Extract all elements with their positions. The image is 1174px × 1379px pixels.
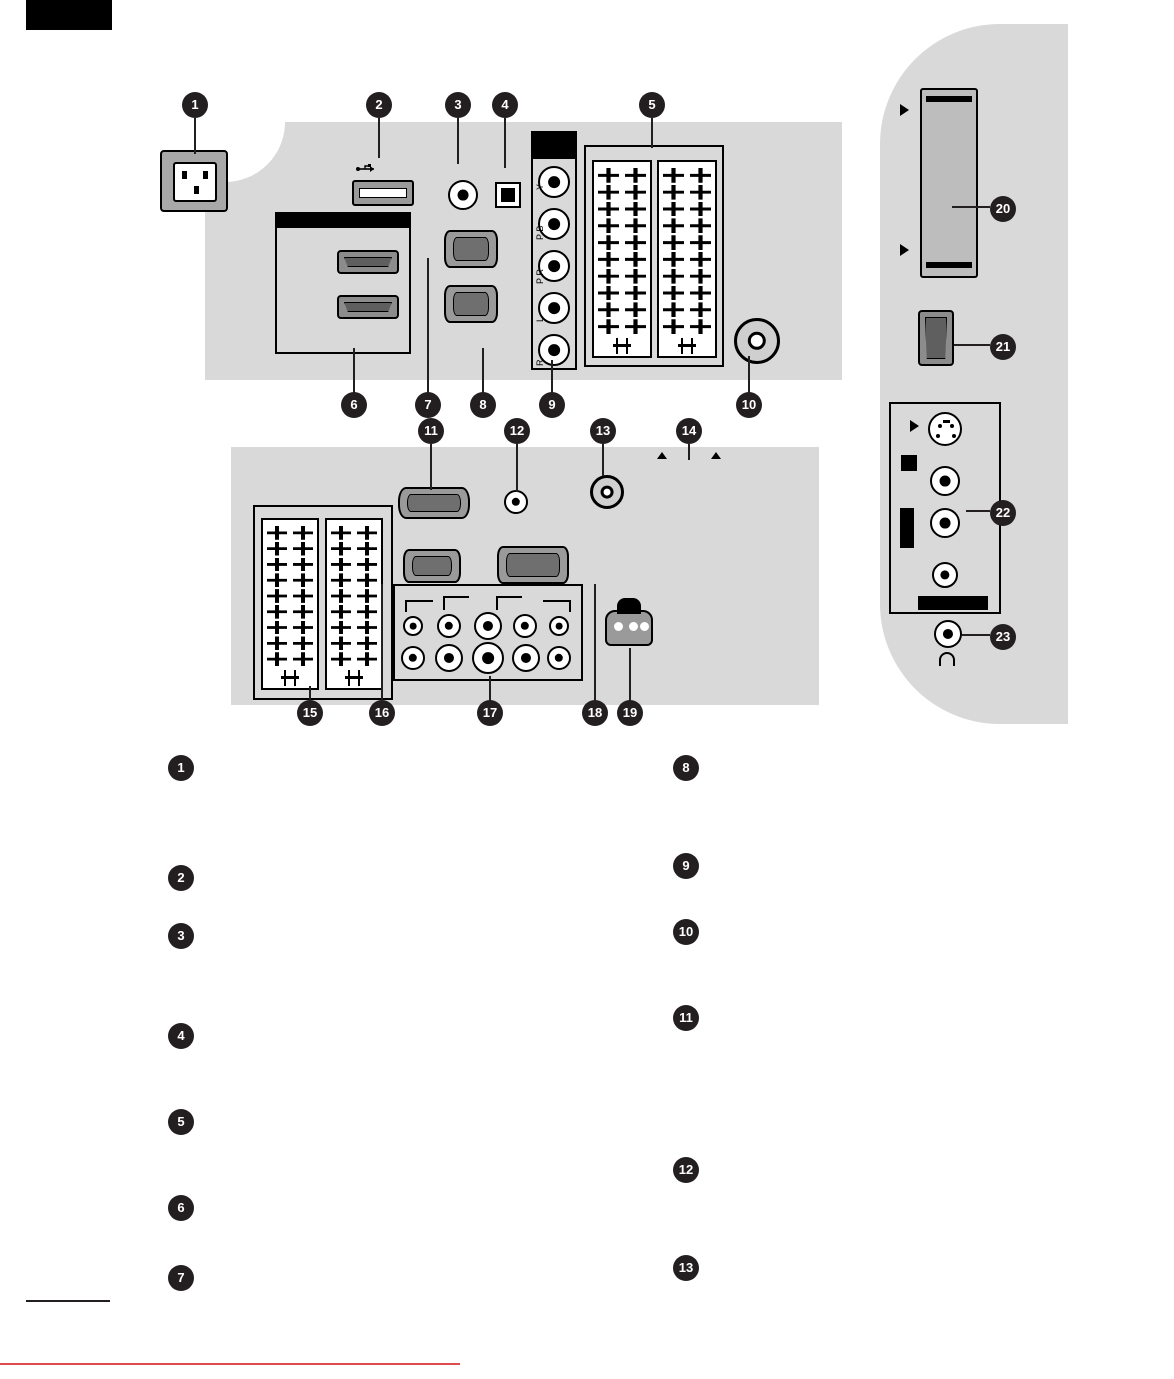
callout-19: 19 [617, 700, 643, 726]
callout-12: 12 [504, 418, 530, 444]
hdmi-port-2 [337, 295, 399, 319]
hdmi-group-outline [275, 212, 411, 354]
footer-accent-rule [0, 1363, 460, 1365]
callout-8: 8 [470, 392, 496, 418]
rgb-dsub-port-2 [444, 285, 498, 323]
callout-10: 10 [736, 392, 762, 418]
callout-23: 23 [990, 624, 1016, 650]
legend-left-item-3-bullet: 3 [168, 923, 194, 949]
pcmcia-card-slot [920, 88, 978, 278]
s-video-arrow-icon [910, 420, 919, 432]
scart-port-lower-2 [325, 518, 383, 690]
label-component-r: R [535, 359, 545, 366]
callout-15: 15 [297, 700, 323, 726]
av-in-jack-2b [435, 644, 463, 672]
av-in-jack-3a [474, 612, 502, 640]
av-side-tab [900, 508, 914, 548]
audio-in-rca [448, 180, 478, 210]
hdmi-group-header [275, 212, 411, 228]
callout-6: 6 [341, 392, 367, 418]
callout-5: 5 [639, 92, 665, 118]
callout-21: 21 [990, 334, 1016, 360]
callout-1: 1 [182, 92, 208, 118]
scart-port-upper-1 [592, 160, 652, 358]
usb-port [352, 180, 414, 206]
av-side-marker [901, 455, 917, 471]
rgb-dsub-lower-2 [497, 546, 569, 584]
callout-2: 2 [366, 92, 392, 118]
legend-left-item-2-bullet: 2 [168, 865, 194, 891]
callout-16: 16 [369, 700, 395, 726]
av-in-jack-1b [401, 646, 425, 670]
av-in-jack-4a [513, 614, 537, 638]
legend-left-item-4-bullet: 4 [168, 1023, 194, 1049]
av-in-jack-3b [472, 642, 504, 674]
scart-port-lower-1 [261, 518, 319, 690]
av-in-jack-1a [403, 616, 423, 636]
legend-left-item-7-bullet: 7 [168, 1265, 194, 1291]
label-component-l: L [535, 316, 545, 322]
av-side-audio-r-jack [932, 562, 958, 588]
antenna-coax-input [734, 318, 780, 364]
callout-3: 3 [445, 92, 471, 118]
hdmi-port-1 [337, 250, 399, 274]
callout-17: 17 [477, 700, 503, 726]
label-component-y: Y [535, 183, 545, 190]
scart-port-upper-2 [657, 160, 717, 358]
marker-triangle-left [657, 452, 667, 459]
legend-right-item-1-bullet: 8 [673, 755, 699, 781]
callout-18: 18 [582, 700, 608, 726]
power-socket [160, 150, 228, 212]
s-video-port-side [928, 412, 962, 446]
av-side-video-jack [930, 466, 960, 496]
headphone-jack [934, 620, 962, 648]
service-dsub-port [398, 487, 470, 519]
audio-out-rca [504, 490, 528, 514]
legend-right-item-2-bullet: 9 [673, 853, 699, 879]
rgb-dsub-port-1 [444, 230, 498, 268]
av-in-jack-4b [512, 644, 540, 672]
rf-coax-lower [590, 475, 624, 509]
legend-left-item-6-bullet: 6 [168, 1195, 194, 1221]
marker-triangle-right [711, 452, 721, 459]
callout-4: 4 [492, 92, 518, 118]
callout-7: 7 [415, 392, 441, 418]
label-component-pr: P R [535, 269, 545, 284]
callout-14: 14 [676, 418, 702, 444]
legend-right-item-4-bullet: 11 [673, 1005, 699, 1031]
label-component-pb: P B [535, 225, 545, 240]
av-in-jack-2a [437, 614, 461, 638]
callout-20: 20 [990, 196, 1016, 222]
slot-arrow-bottom-icon [900, 244, 909, 256]
component-y-jack [538, 166, 570, 198]
legend-right-item-3-bullet: 10 [673, 919, 699, 945]
av-side-bottom-bar [918, 596, 988, 610]
av-in-jack-5a [549, 616, 569, 636]
slot-arrow-top-icon [900, 104, 909, 116]
legend-left-item-5-bullet: 5 [168, 1109, 194, 1135]
page-corner-tab [26, 0, 112, 30]
legend-right-item-6-bullet: 13 [673, 1255, 699, 1281]
headphone-icon [937, 652, 957, 668]
usb-icon [356, 162, 378, 176]
footer-rule [26, 1300, 110, 1302]
callout-11: 11 [418, 418, 444, 444]
callout-22: 22 [990, 500, 1016, 526]
optical-digital-audio-out [495, 182, 521, 208]
legend-right-item-5-bullet: 12 [673, 1157, 699, 1183]
av-in-jack-5b [547, 646, 571, 670]
callout-13: 13 [590, 418, 616, 444]
rgb-dsub-lower-1 [403, 549, 461, 583]
hdmi-port-side [918, 310, 954, 366]
av-side-audio-l-jack [930, 508, 960, 538]
callout-9: 9 [539, 392, 565, 418]
legend-left-item-1-bullet: 1 [168, 755, 194, 781]
